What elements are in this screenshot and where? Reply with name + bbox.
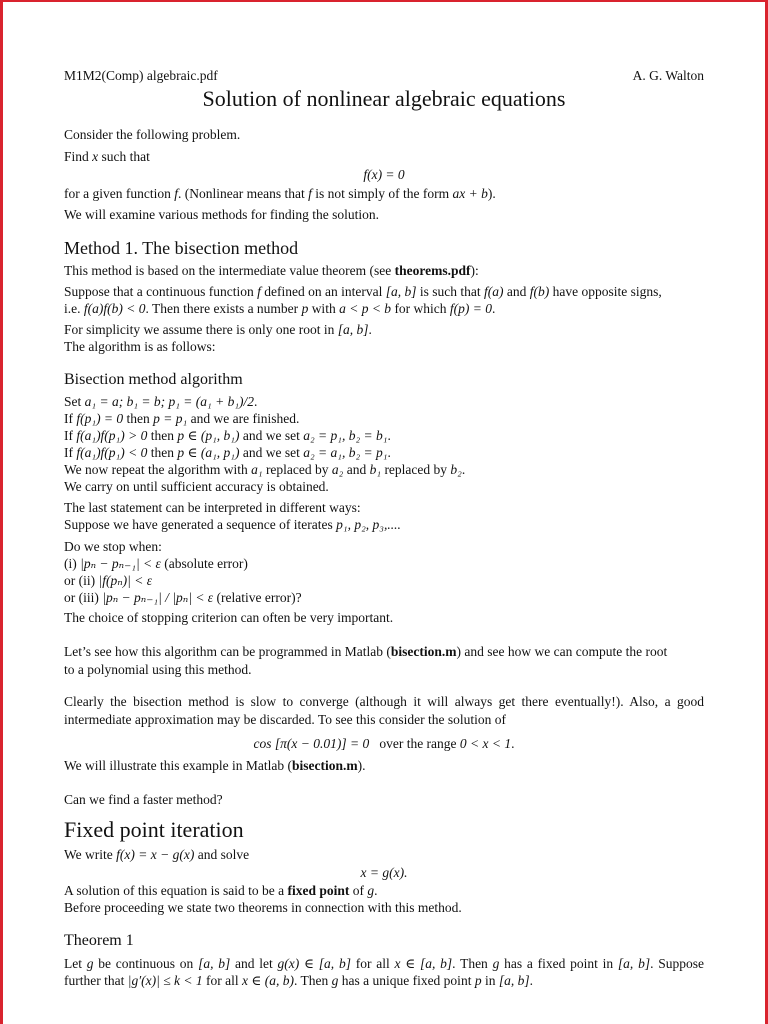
matlab-para-2-line-2: intermediate approximation may be discarded. To see this consider the solution of: [64, 712, 506, 727]
section-heading-theorem1: Theorem 1: [64, 932, 134, 949]
algorithm-step-3: If f(a₁)f(p₁) > 0 then p ∈ (p₁, b₁) and we set a₂ = p₁, b₂ = b₁.: [64, 428, 391, 443]
equation-cos: cos [π(x − 0.01)] = 0 over the range 0 < x < 1.: [253, 736, 515, 751]
stopping-criterion-3: or (iii) |pₙ − pₙ₋₁| / |pₙ| < ε (relative error)?: [64, 590, 302, 605]
section-heading-algorithm: Bisection method algorithm: [64, 371, 243, 388]
matlab-para-1-line-2: to a polynomial using this method.: [64, 662, 252, 677]
header-author: A. G. Walton: [632, 68, 704, 83]
frame-top-border: [0, 0, 768, 2]
method1-line-1: This method is based on the intermediate value theorem (see theorems.pdf):: [64, 263, 479, 278]
method1-line-4: For simplicity we assume there is only one root in [a, b].: [64, 322, 372, 337]
intro-line-1: Consider the following problem.: [64, 127, 241, 142]
header-filename: M1M2(Comp) algebraic.pdf: [64, 68, 218, 83]
frame-left-border: [0, 0, 3, 1024]
algorithm-step-2: If f(p₁) = 0 then p = p₁ and we are finished.: [64, 411, 300, 426]
algorithm-step-6: We carry on until sufficient accuracy is obtained.: [64, 479, 329, 494]
matlab-para-4: Can we find a faster method?: [64, 792, 223, 807]
section-heading-fixed-point: Fixed point iteration: [64, 817, 244, 842]
running-header: [64, 68, 704, 84]
stopping-line-7: The choice of stopping criterion can often be very important.: [64, 610, 394, 625]
algorithm-step-4: If f(a₁)f(p₁) < 0 then p ∈ (a₁, p₁) and we set a₂ = a₁, b₂ = p₁.: [64, 445, 391, 460]
algorithm-step-5: We now repeat the algorithm with a₁ replaced by a₂ and b₁ replaced by b₂.: [64, 462, 466, 477]
section-heading-method1: Method 1. The bisection method: [64, 238, 299, 258]
fixed-line-2: A solution of this equation is said to be a fixed point of g.: [64, 883, 378, 898]
theorem1-line-2: further that |g′(x)| ≤ k < 1 for all x ∈ (a, b). Then g has a unique fixed point p in [a, b].: [64, 973, 533, 988]
stopping-line-1: The last statement can be interpreted in different ways:: [64, 500, 361, 515]
stopping-line-2: Suppose we have generated a sequence of iterates p₁, p₂, p₃,....: [64, 517, 401, 532]
method1-line-3: i.e. f(a)f(b) < 0. Then there exists a number p with a < p < b for which f(p) = 0.: [64, 301, 496, 316]
stopping-criterion-1: (i) |pₙ − pₙ₋₁| < ε (absolute error): [64, 556, 248, 571]
page-title: Solution of nonlinear algebraic equations: [202, 86, 566, 111]
intro-line-3: for a given function f. (Nonlinear means that f is not simply of the form ax + b).: [64, 186, 496, 201]
theorem1-line-1: Let g be continuous on [a, b] and let g(x) ∈ [a, b] for all x ∈ [a, b]. Then g has a fixed point in [a, b]. Suppose: [64, 956, 704, 971]
intro-line-4: We will examine various methods for finding the solution.: [64, 207, 379, 222]
fixed-line-1: We write f(x) = x − g(x) and solve: [64, 847, 250, 862]
algorithm-step-1: Set a₁ = a; b₁ = b; p₁ = (a₁ + b₁)/2.: [64, 394, 258, 409]
equation-f-zero: f(x) = 0: [363, 167, 405, 182]
method1-line-2: Suppose that a continuous function f defined on an interval [a, b] is such that f(a) and f(b) have opposite signs,: [64, 284, 662, 299]
fixed-line-3: Before proceeding we state two theorems in connection with this method.: [64, 900, 462, 915]
stopping-criterion-2: or (ii) |f(pₙ)| < ε: [64, 573, 153, 588]
method1-line-5: The algorithm is as follows:: [64, 339, 216, 354]
matlab-para-1-line-1: Let’s see how this algorithm can be programmed in Matlab (bisection.m) and see how we can compute the root: [64, 644, 668, 659]
stopping-line-3: Do we stop when:: [64, 539, 162, 554]
matlab-para-3: We will illustrate this example in Matlab (bisection.m).: [64, 758, 366, 773]
intro-line-2: Find x such that: [64, 149, 150, 164]
equation-fixed-point: x = g(x).: [360, 865, 408, 880]
matlab-para-2-line-1: Clearly the bisection method is slow to converge (although it will always get there eventually!). Also, a good: [64, 694, 704, 709]
